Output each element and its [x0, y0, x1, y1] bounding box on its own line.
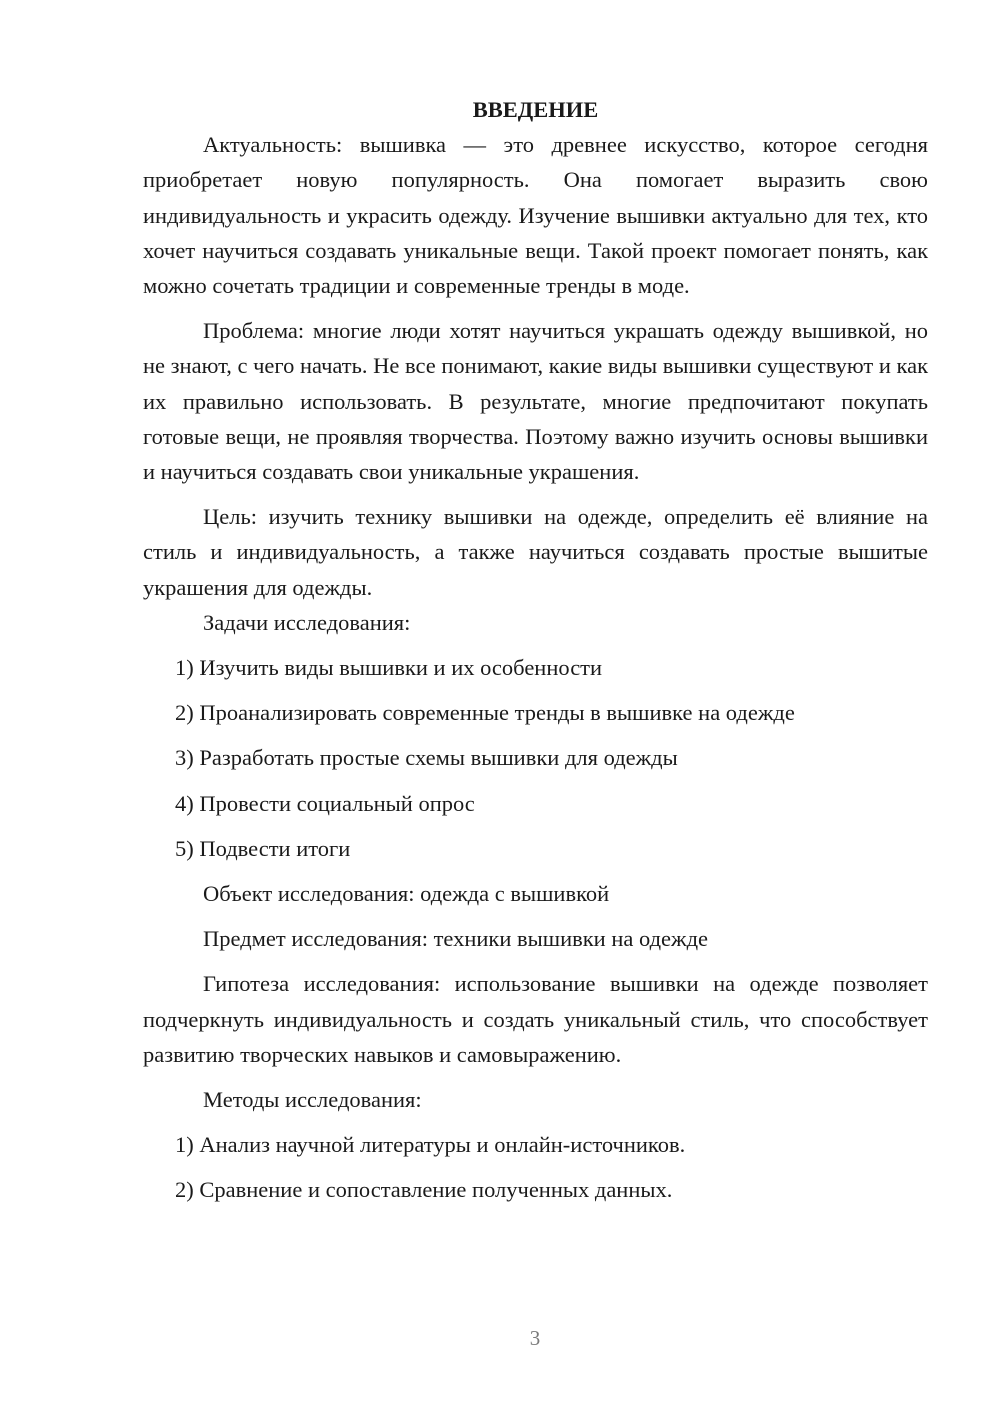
- task-item: 2) Проанализировать современные тренды в вышивке на одежде: [175, 700, 795, 726]
- page-number: 3: [529, 1326, 541, 1350]
- tasks-heading: Задачи исследования:: [203, 609, 411, 635]
- task-item: 4) Провести социальный опрос: [175, 790, 475, 816]
- task-item: 3) Разработать простые схемы вышивки для одежды: [175, 745, 678, 771]
- research-subject: Предмет исследования: техники вышивки на одежде: [203, 926, 709, 952]
- methods-heading: Методы исследования:: [203, 1087, 422, 1113]
- page-title: ВВЕДЕНИЕ: [472, 97, 599, 122]
- method-item: 2) Сравнение и сопоставление полученных данных.: [175, 1177, 673, 1203]
- paragraph-hypothesis: Гипотеза исследования: использование вышивки на одежде позволяет подчеркнуть индивидуальность и создать уникальный стиль, что способствует развитию творческих навыков и самовыражению.: [143, 971, 928, 1067]
- research-object: Объект исследования: одежда с вышивкой: [203, 881, 610, 907]
- paragraph-problem: Проблема: многие люди хотят научиться украшать одежду вышивкой, но не знают, с чего начать. Не все понимают, какие виды вышивки существуют и как их правильно использовать. В результате, многие предпочитают покупать готовые вещи, не проявляя творчества. Поэтому важно изучить основы вышивки и научиться создавать свои уникальные украшения.: [143, 318, 928, 485]
- paragraph-relevance: Актуальность: вышивка — это древнее искусство, которое сегодня приобретает новую популярность. Она помогает выразить свою индивидуальность и украсить одежду. Изучение вышивки актуально для тех, кто хочет научиться создавать уникальные вещи. Такой проект помогает понять, как можно сочетать традиции и современные тренды в моде.: [143, 132, 928, 299]
- task-item: 1) Изучить виды вышивки и их особенности: [175, 655, 603, 681]
- paragraph-goal: Цель: изучить технику вышивки на одежде, определить её влияние на стиль и индивидуальность, а также научиться создавать простые вышитые украшения для одежды.: [143, 504, 928, 600]
- task-item: 5) Подвести итоги: [175, 835, 351, 861]
- method-item: 1) Анализ научной литературы и онлайн-источников.: [175, 1132, 686, 1158]
- document-page: [143, 92, 928, 1208]
